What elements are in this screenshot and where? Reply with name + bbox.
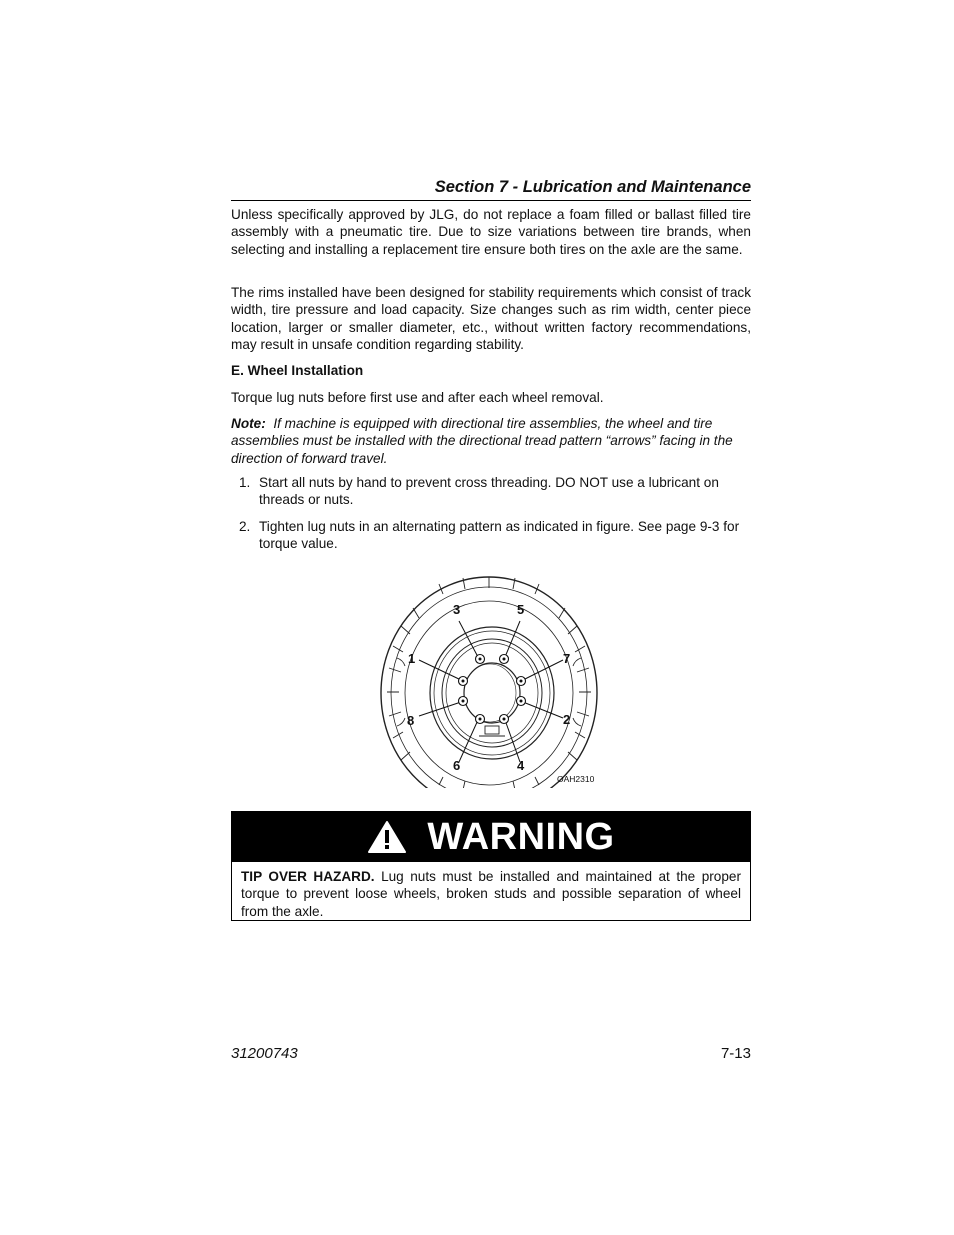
step-text: Start all nuts by hand to prevent cross threading. DO NOT use a lubricant on threads or nuts. bbox=[259, 475, 719, 508]
page-number: 7-13 bbox=[720, 1045, 751, 1062]
lug-label-8: 8 bbox=[407, 713, 415, 728]
paragraph-tire-replacement: Unless specifically approved by JLG, do not replace a foam filled or ballast filled tire assembly with a pneumatic tire. Due to size variations between tire brands, when selecting and installing a replacement tire ensure both tires on the axle are the same. bbox=[231, 207, 751, 257]
tire-tread-inner bbox=[391, 587, 587, 792]
note-label: Note: bbox=[231, 416, 266, 431]
document-number: 31200743 bbox=[231, 1045, 298, 1062]
subheading-wheel-installation: E. Wheel Installation bbox=[231, 363, 364, 378]
paragraph-torque: Torque lug nuts before first use and after each wheel removal. bbox=[231, 390, 604, 405]
warning-header bbox=[232, 812, 750, 862]
lug-label-7: 7 bbox=[563, 651, 571, 666]
step-number: 2. bbox=[239, 519, 251, 534]
hub-plate-inner bbox=[446, 643, 538, 743]
wheel-diagram-svg bbox=[379, 576, 609, 792]
lug-label-2: 2 bbox=[563, 712, 571, 727]
lug-label-3: 3 bbox=[453, 602, 461, 617]
figure-code: OAH2310 bbox=[557, 774, 595, 784]
lug-label-1: 1 bbox=[408, 651, 416, 666]
lug-nuts bbox=[459, 655, 526, 724]
warning-message: Lug nuts must be installed and maintained at the proper torque to prevent loose wheels, broken studs and possible separation of wheel from the axle. bbox=[241, 869, 741, 919]
warning-lead: TIP OVER HAZARD. bbox=[241, 869, 375, 884]
rim-outer bbox=[430, 627, 554, 759]
warning-box bbox=[231, 811, 751, 921]
lug-label-5: 5 bbox=[517, 602, 525, 617]
warning-triangle-icon bbox=[367, 820, 407, 854]
paragraph-rim-stability: The rims installed have been designed for stability requirements which consist of track width, tire pressure and load capacity. Size changes such as rim width, center piece location, larger or smaller diameter, etc., without written factory recommendations, may result in unsafe condition regarding stability. bbox=[231, 285, 751, 353]
step-text: Tighten lug nuts in an alternating pattern as indicated in figure. See page 9-3 for torque value. bbox=[259, 519, 740, 552]
leader-lines bbox=[419, 621, 563, 762]
section-title: Section 7 - Lubrication and Maintenance bbox=[231, 176, 751, 201]
note bbox=[231, 415, 751, 467]
warning-text bbox=[232, 862, 750, 920]
note-text: If machine is equipped with directional tire assemblies, the wheel and tire assemblies must be installed with the directional tread pattern “arrows” facing in the direction of forward travel. bbox=[231, 416, 733, 466]
hub-center-shadow bbox=[464, 664, 516, 722]
warning-title: WARNING bbox=[427, 816, 615, 858]
tread-pattern bbox=[387, 577, 591, 790]
lug-label-4: 4 bbox=[517, 758, 525, 773]
valve-stem bbox=[479, 726, 505, 736]
hub-plate bbox=[442, 639, 542, 747]
lug-label-6: 6 bbox=[453, 758, 461, 773]
step-number: 1. bbox=[239, 475, 251, 490]
wheel-lug-nut-diagram bbox=[379, 576, 609, 792]
